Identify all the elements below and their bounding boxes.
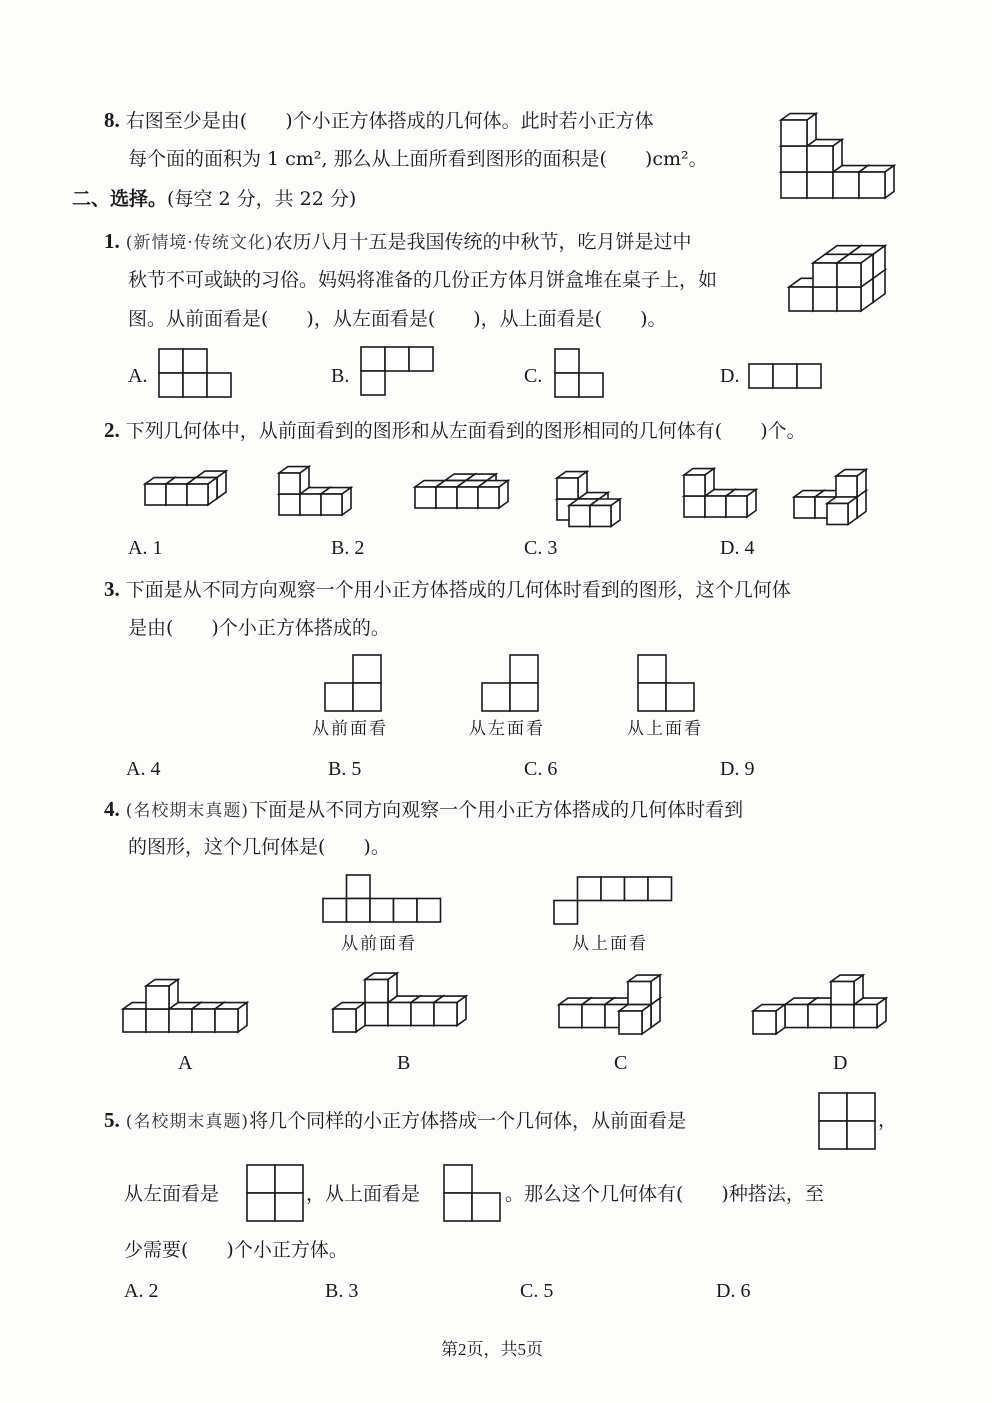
caption-left: 从左面看 xyxy=(469,719,545,739)
view-cell xyxy=(666,683,694,711)
caption-front: 从前面看 xyxy=(312,719,388,739)
question-text: 。那么这个几何体有( )种搭法，至 xyxy=(505,1183,824,1205)
cube xyxy=(859,166,894,198)
view-cell xyxy=(749,364,773,388)
cube xyxy=(854,998,886,1027)
cube xyxy=(684,469,714,496)
view-cell xyxy=(638,683,666,711)
mooncake-box-stack-figure xyxy=(788,224,898,314)
cube xyxy=(827,497,857,524)
question-tag: (新情境·传统文化) xyxy=(125,233,274,253)
view-cell xyxy=(323,899,347,923)
view-cell xyxy=(797,364,821,388)
question-text: 每个面的面积为 1 cm², 那么从上面所看到图形的面积是( )cm²。 xyxy=(128,148,708,170)
view-cell xyxy=(847,1093,875,1121)
view-cell xyxy=(648,877,672,901)
view-cell xyxy=(353,683,381,711)
view-cell xyxy=(601,877,625,901)
view-cell xyxy=(444,1193,472,1221)
view-cell xyxy=(554,901,578,925)
view-cell xyxy=(159,349,183,373)
option-b[interactable]: B xyxy=(397,1052,411,1074)
view-cell xyxy=(353,655,381,683)
view-cell xyxy=(579,373,603,397)
caption-top: 从上面看 xyxy=(627,719,703,739)
cube-stack-figure xyxy=(780,105,900,200)
solid-option-d xyxy=(752,970,892,1036)
solid-2 xyxy=(278,458,373,518)
option-a[interactable]: A. 2 xyxy=(124,1280,159,1302)
view-cell xyxy=(207,373,231,397)
view-cell xyxy=(347,875,371,899)
left-view-figure xyxy=(481,654,541,714)
punctuation: ， xyxy=(878,1109,898,1131)
solid-option-b xyxy=(332,972,472,1034)
option-a[interactable]: A xyxy=(178,1052,193,1074)
view-cell xyxy=(555,349,579,373)
view-cell xyxy=(482,683,510,711)
view-cell xyxy=(847,1121,875,1149)
q4-block xyxy=(104,796,743,824)
view-cell xyxy=(183,349,207,373)
question-text: 下列几何体中，从前面看到的图形和从左面看到的图形相同的几何体有( )个。 xyxy=(125,420,806,442)
option-c[interactable]: C. 6 xyxy=(524,758,558,780)
question-number: 8. xyxy=(104,108,120,132)
question-number: 1. xyxy=(104,229,120,253)
front-view-figure xyxy=(818,1092,876,1150)
solid-3 xyxy=(414,462,524,510)
view-cell xyxy=(773,364,797,388)
view-cell xyxy=(325,683,353,711)
top-view-figure xyxy=(637,654,697,714)
cube xyxy=(279,467,309,494)
question-number: 2. xyxy=(104,418,120,442)
view-cell xyxy=(275,1165,303,1193)
caption-top: 从上面看 xyxy=(572,934,648,954)
view-cell xyxy=(510,683,538,711)
front-view-figure xyxy=(322,874,444,924)
option-b[interactable]: B. 3 xyxy=(325,1280,359,1302)
cube xyxy=(836,470,866,497)
question-tag: (名校期末真题) xyxy=(125,801,250,821)
solid-1 xyxy=(144,462,239,507)
option-c[interactable]: C. 5 xyxy=(520,1280,554,1302)
option-c[interactable]: C. xyxy=(524,365,543,387)
solid-6 xyxy=(793,458,878,520)
question-text: 少需要( )个小正方体。 xyxy=(124,1239,348,1261)
view-option-d xyxy=(748,363,824,389)
left-view-figure xyxy=(246,1164,304,1222)
view-cell xyxy=(159,373,183,397)
question-text: 将几个同样的小正方体搭成一个几何体，从前面看是 xyxy=(249,1110,687,1132)
view-option-a xyxy=(158,348,233,400)
question-text: ，从上面看是 xyxy=(306,1183,421,1205)
option-d[interactable]: D. 6 xyxy=(716,1280,751,1302)
cube xyxy=(781,114,816,146)
view-option-b xyxy=(360,346,435,398)
cube xyxy=(478,481,508,508)
option-a[interactable]: A. 4 xyxy=(126,758,161,780)
view-cell xyxy=(183,373,207,397)
view-cell xyxy=(385,347,409,371)
view-cell xyxy=(370,899,394,923)
cube xyxy=(146,980,178,1009)
cube xyxy=(837,254,873,287)
view-cell xyxy=(394,899,418,923)
option-d[interactable]: D xyxy=(833,1052,848,1074)
option-d[interactable]: D. 9 xyxy=(720,758,755,780)
cube xyxy=(321,488,351,515)
top-view-figure xyxy=(443,1164,501,1222)
view-cell xyxy=(555,373,579,397)
section-title: 二、选择。 xyxy=(72,188,168,210)
view-cell xyxy=(361,371,385,395)
cube xyxy=(831,975,863,1004)
question-number: 5. xyxy=(104,1108,120,1132)
view-option-c xyxy=(554,348,606,400)
view-cell xyxy=(275,1193,303,1221)
q8-block xyxy=(104,107,654,134)
view-cell xyxy=(472,1193,500,1221)
caption-front: 从前面看 xyxy=(341,934,417,954)
view-cell xyxy=(510,655,538,683)
view-cell xyxy=(361,347,385,371)
solid-option-a xyxy=(122,972,252,1034)
question-number: 4. xyxy=(104,797,120,821)
option-d[interactable]: D. 4 xyxy=(720,537,755,559)
view-cell xyxy=(819,1093,847,1121)
cube xyxy=(726,490,756,517)
cube xyxy=(753,1005,785,1034)
cube xyxy=(590,499,620,526)
solid-5 xyxy=(683,460,753,520)
cube xyxy=(619,1005,651,1034)
cube xyxy=(215,1003,247,1032)
cube xyxy=(333,1003,365,1032)
question-text: 的图形，这个几何体是( )。 xyxy=(128,836,390,858)
option-b[interactable]: B. xyxy=(331,365,350,387)
option-a[interactable]: A. xyxy=(128,365,148,387)
section-note: (每空 2 分，共 22 分) xyxy=(167,188,357,210)
question-text: 下面是从不同方向观察一个用小正方体搭成的几何体时看到的图形，这个几何体 xyxy=(125,579,791,601)
top-view-figure xyxy=(553,876,675,926)
view-cell xyxy=(638,655,666,683)
q1-block xyxy=(104,228,691,256)
q5-block xyxy=(104,1107,686,1135)
front-view-figure xyxy=(324,654,384,714)
solid-4 xyxy=(556,456,641,522)
question-text: 下面是从不同方向观察一个用小正方体搭成的几何体时看到 xyxy=(249,799,744,821)
cube xyxy=(557,472,587,499)
q2-block xyxy=(104,417,806,444)
cube xyxy=(187,478,217,505)
cube xyxy=(807,140,842,172)
question-text: 从左面看是 xyxy=(124,1183,220,1205)
view-cell xyxy=(347,899,371,923)
option-c[interactable]: C xyxy=(614,1052,628,1074)
question-text: 图。从前面看是( )，从左面看是( )，从上面看是( )。 xyxy=(128,308,667,330)
option-b[interactable]: B. 5 xyxy=(328,758,362,780)
question-text: 秋节不可或缺的习俗。妈妈将准备的几份正方体月饼盒堆在桌子上，如 xyxy=(128,269,718,291)
q3-block xyxy=(104,576,791,603)
cube xyxy=(628,975,660,1004)
cube xyxy=(365,973,397,1002)
view-cell xyxy=(247,1165,275,1193)
page-number: 第2页，共5页 xyxy=(441,1340,543,1359)
option-c[interactable]: C. 3 xyxy=(524,537,558,559)
question-number: 3. xyxy=(104,577,120,601)
view-cell xyxy=(409,347,433,371)
question-text: 右图至少是由( )个小正方体搭成的几何体。此时若小正方体 xyxy=(125,110,654,132)
question-tag: (名校期末真题) xyxy=(125,1112,250,1132)
solid-option-c xyxy=(549,970,679,1036)
view-cell xyxy=(819,1121,847,1149)
question-text: 农历八月十五是我国传统的中秋节，吃月饼是过中 xyxy=(273,231,692,253)
view-cell xyxy=(444,1165,472,1193)
option-d[interactable]: D. xyxy=(720,365,740,387)
section-heading xyxy=(72,186,356,212)
cube xyxy=(434,996,466,1025)
option-b[interactable]: B. 2 xyxy=(331,537,365,559)
question-text: 是由( )个小正方体搭成的。 xyxy=(128,617,390,639)
view-cell xyxy=(578,877,602,901)
option-a[interactable]: A. 1 xyxy=(128,537,163,559)
view-cell xyxy=(625,877,649,901)
view-cell xyxy=(417,899,441,923)
view-cell xyxy=(247,1193,275,1221)
